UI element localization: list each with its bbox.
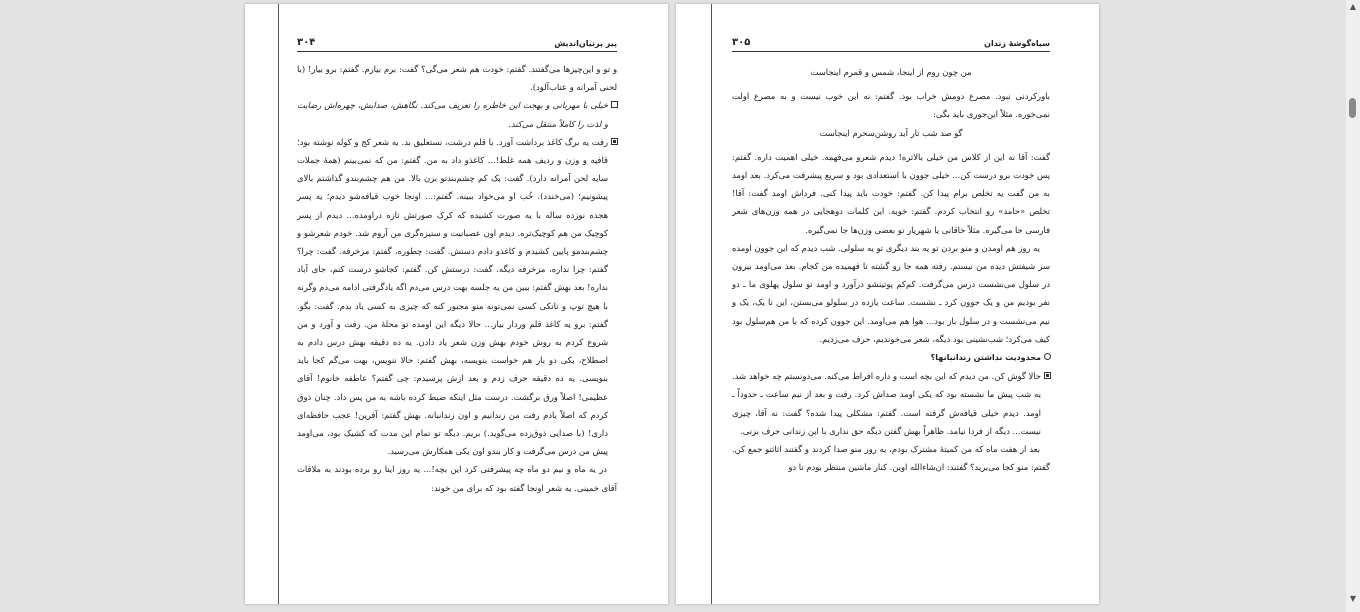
verse-line: گو صد شب تار آید روشن‌سحرم اینجاست — [819, 127, 963, 138]
page-header — [732, 37, 1050, 52]
question-heading — [732, 348, 1050, 367]
paragraph: باورکردنی نبود. مصرع دومش خراب بود. گفتم: نه این خوب نیست و به مصرع اولت نمی‌خوره. مثلاً این‌جوری باید بگی: — [732, 91, 1050, 120]
paragraph: بعد از هفت ماه که من کمیتهٔ مشترک بودم، یه روز منو صدا کردند و گفتند اثاثتو جمع کن. گفتم: منو کجا می‌برید؟ گفتند: ان‌شاءالله اوین. کنار ماشین منتظر بودم تا دو — [732, 444, 1050, 473]
interview-answer — [732, 367, 1050, 440]
filled-square-marker-icon — [1044, 372, 1051, 379]
empty-square-marker-icon — [611, 101, 618, 108]
filled-square-marker-icon — [611, 138, 618, 145]
answer-text: حالا گوش کن. من دیدم که این بچه است و داره افراط می‌کنه. می‌دونستم چه خواهد شد. یه شب پیش ما نشسته بود که یکی اومد صداش کرد. رفت و بعد از نیم ساعت ـ حدوداً ـ اومد. دیدم خیلی قیافه‌ش گرفته است. گفتم: مشکلی پیدا شده؟ گفت: نه آقا، چیزی نیست... دیگه از فردا نیامد. ظاهراً بهش گفتن دیگه حق نداری با این زندانی حرف بزنی. — [732, 371, 1041, 436]
paragraph: در یه ماه و نیم دو ماه چه پیشرفتی کرد این بچه!... یه روز اینا رو برده بودند به ملاقات آقای خمینی. یه شعر اونجا گفته بود که برای من خوند: — [297, 464, 617, 493]
page-margin-line — [711, 4, 712, 604]
page-304 — [245, 4, 668, 604]
circle-marker-icon — [1044, 353, 1051, 360]
answer-text: رفت یه برگ کاغذ برداشت آورد. با قلم درشت، نستعلیق بد. یه شعر کج و کوله نوشته بود؛ قافیه و وزن و ردیف همه غلط!... کاغذو داد به من. گفتم: من که نمی‌بینم (همهٔ جملات سایه لحن آمرانه دارد). گفت: یک کم چشم‌بندتو بزن بالا. من هم چشم‌بندو گذاشتم بالای پیشونیم؛ (می‌خندد). خُب او می‌خواد ببینه. گفتم:... اونجا خوب قیافه‌شو دیدم؛ یه پسر هجده نوزده ساله با یه صورت کشیده که کرک صورتش تازه دراومده... دیدم از پسر کوچیک من هم کوچیک‌تره. دیدم اون عصبانیت و ستیزه‌گری من آروم شد. خودم شعرشو و چشم‌بندمو پایین کشیدم و کاغذو دادم دستش. گفت: چطوره، گفتم: مزخرفه. گفت: چرا؟ گفتم: چرا نداره، مزخرفه دیگه. گفت: درستش کن. گفتم: کجاشو درست کنم، جای آباد نداره! بعد بهش گفتم: ببین من یه جلسه بهت درس می‌دم اگه یادگرفتی ادامه می‌دم وگرنه با هیچ توپ و تانکی کسی نمی‌تونه منو مجبور کنه که چیزی به کسی یاد بدم. گفت: بگو. گفتم: برو یه کاغذ قلم وردار بیار... حالا دیگه این اومده تو محلهٔ من. رفت و آورد و من شروع کردم به روش خودم بهش وزن شعر یاد دادن. یه ده دقیقه بهش درس دادم به اصطلاح، یکی دو بار هم خواست بنویسه، بهش گفتم: حالا ننویس، بهت می‌گم کجا باید بنویسی. یه ده دقیقه حرف زدم و بعد ازش پرسیدم: چی گفتم؟ عاطفه خانوم! آقای عظیمی! اصلاً ورق برگشت. درست مثل اینکه ضبط کرده باشه به من پس داد. چنان ذوق کردم که اصلاً یادم رفت من زندانیم و اون زندانبانه. بهش گفتم: آفرین! عجب حافظه‌ای داری! (با صدایی ذوق‌زده می‌گوید.) بریم. دیگه تو تمام این مدت که کشیک بود، می‌اومد پیش من درس می‌گرفت و کار بندو اون یکی همکارش می‌رسید. — [297, 136, 608, 457]
question-text: محدودیت نداشتن زندانبانها؟ — [930, 353, 1041, 363]
page-text — [732, 63, 1050, 476]
page-number: ۳۰۵ — [732, 37, 751, 48]
page-305 — [676, 4, 1099, 604]
paragraph: یه روز هم اومدن و منو بردن تو یه بند دیگری تو یه سلولی. شب دیدم که این جوون اومده سر شیفتش دیده من نیستم. رفته همه جا رو گشته تا فهمیده من کجام. بعد می‌اومد بیرون در سلول می‌نشست درس می‌گرفت. کم‌کم پوتینشو درآورد و اومد تو سلول پهلوی ما ـ دو نفر بودیم من و یک جوون کرد ـ نشست. ساعت یازده در سلولو می‌بستن، این تا یک، یک و نیم می‌نشست و در سلول باز بود... هوا هم می‌اومد. این جوون کرده که با من هم‌سلول بود کیف می‌کرد؛ شب‌نشینی بود دیگه، شعر می‌خوندیم، حرف می‌زدیم. — [732, 242, 1050, 344]
observer-note-text: خیلی با مهربانی و بهجت این خاطره را تعریف می‌کند. نگاهش، صدایش، چهره‌اش رضایت و لذت را کاملاً منتقل می‌کند. — [297, 100, 608, 129]
scrollbar-thumb[interactable] — [1349, 98, 1356, 118]
page-number: ۳۰۴ — [297, 37, 316, 48]
running-title: سیاه‌گوشهٔ زندان — [984, 39, 1050, 48]
observer-note — [297, 96, 617, 132]
scroll-up-arrow-icon[interactable]: ▲ — [1349, 2, 1357, 11]
vertical-scrollbar[interactable] — [1346, 0, 1360, 612]
page-text — [297, 60, 617, 497]
scroll-down-arrow-icon[interactable]: ▼ — [1349, 594, 1357, 603]
page-header — [297, 37, 617, 52]
verse-line: من چون روم از اینجا، شمس و قمرم اینجاست — [810, 67, 972, 77]
paragraph: گفت: آقا نه این از کلاس من خیلی بالاتره! دیدم شعرو می‌فهمه. خیلی اهمیت داره. گفتم: پس خودت برو درست کن... خیلی جوون با استعدادی بود و سریع پیشرفت می‌کرد. بعد اومد به من گفت یه تخلص برام پیدا کن. گفتم: خودت باید پیدا کنی. فرداش اومد گفت: آقا! تخلص «حامد» رو انتخاب کردم. گفتم: خوبه. این کلمات دوهجایی در همه وزن‌های شعر فارسی جا می‌گیره. مثلاً خاقانی یا شهریار تو بعضی وزن‌ها جا نمی‌گیره. — [732, 151, 1050, 235]
paragraph: و تو و این‌چیزها می‌گفتند. گفتم: خودت هم شعر می‌گی؟ گفت: برم بیارم. گفتم: برو بیار! (با لحنی آمرانه و عتاب‌آلود). — [297, 64, 617, 93]
running-title: پیر پرنیان‌اندیش — [554, 39, 617, 48]
interview-answer — [297, 133, 617, 461]
page-margin-line — [278, 4, 279, 604]
